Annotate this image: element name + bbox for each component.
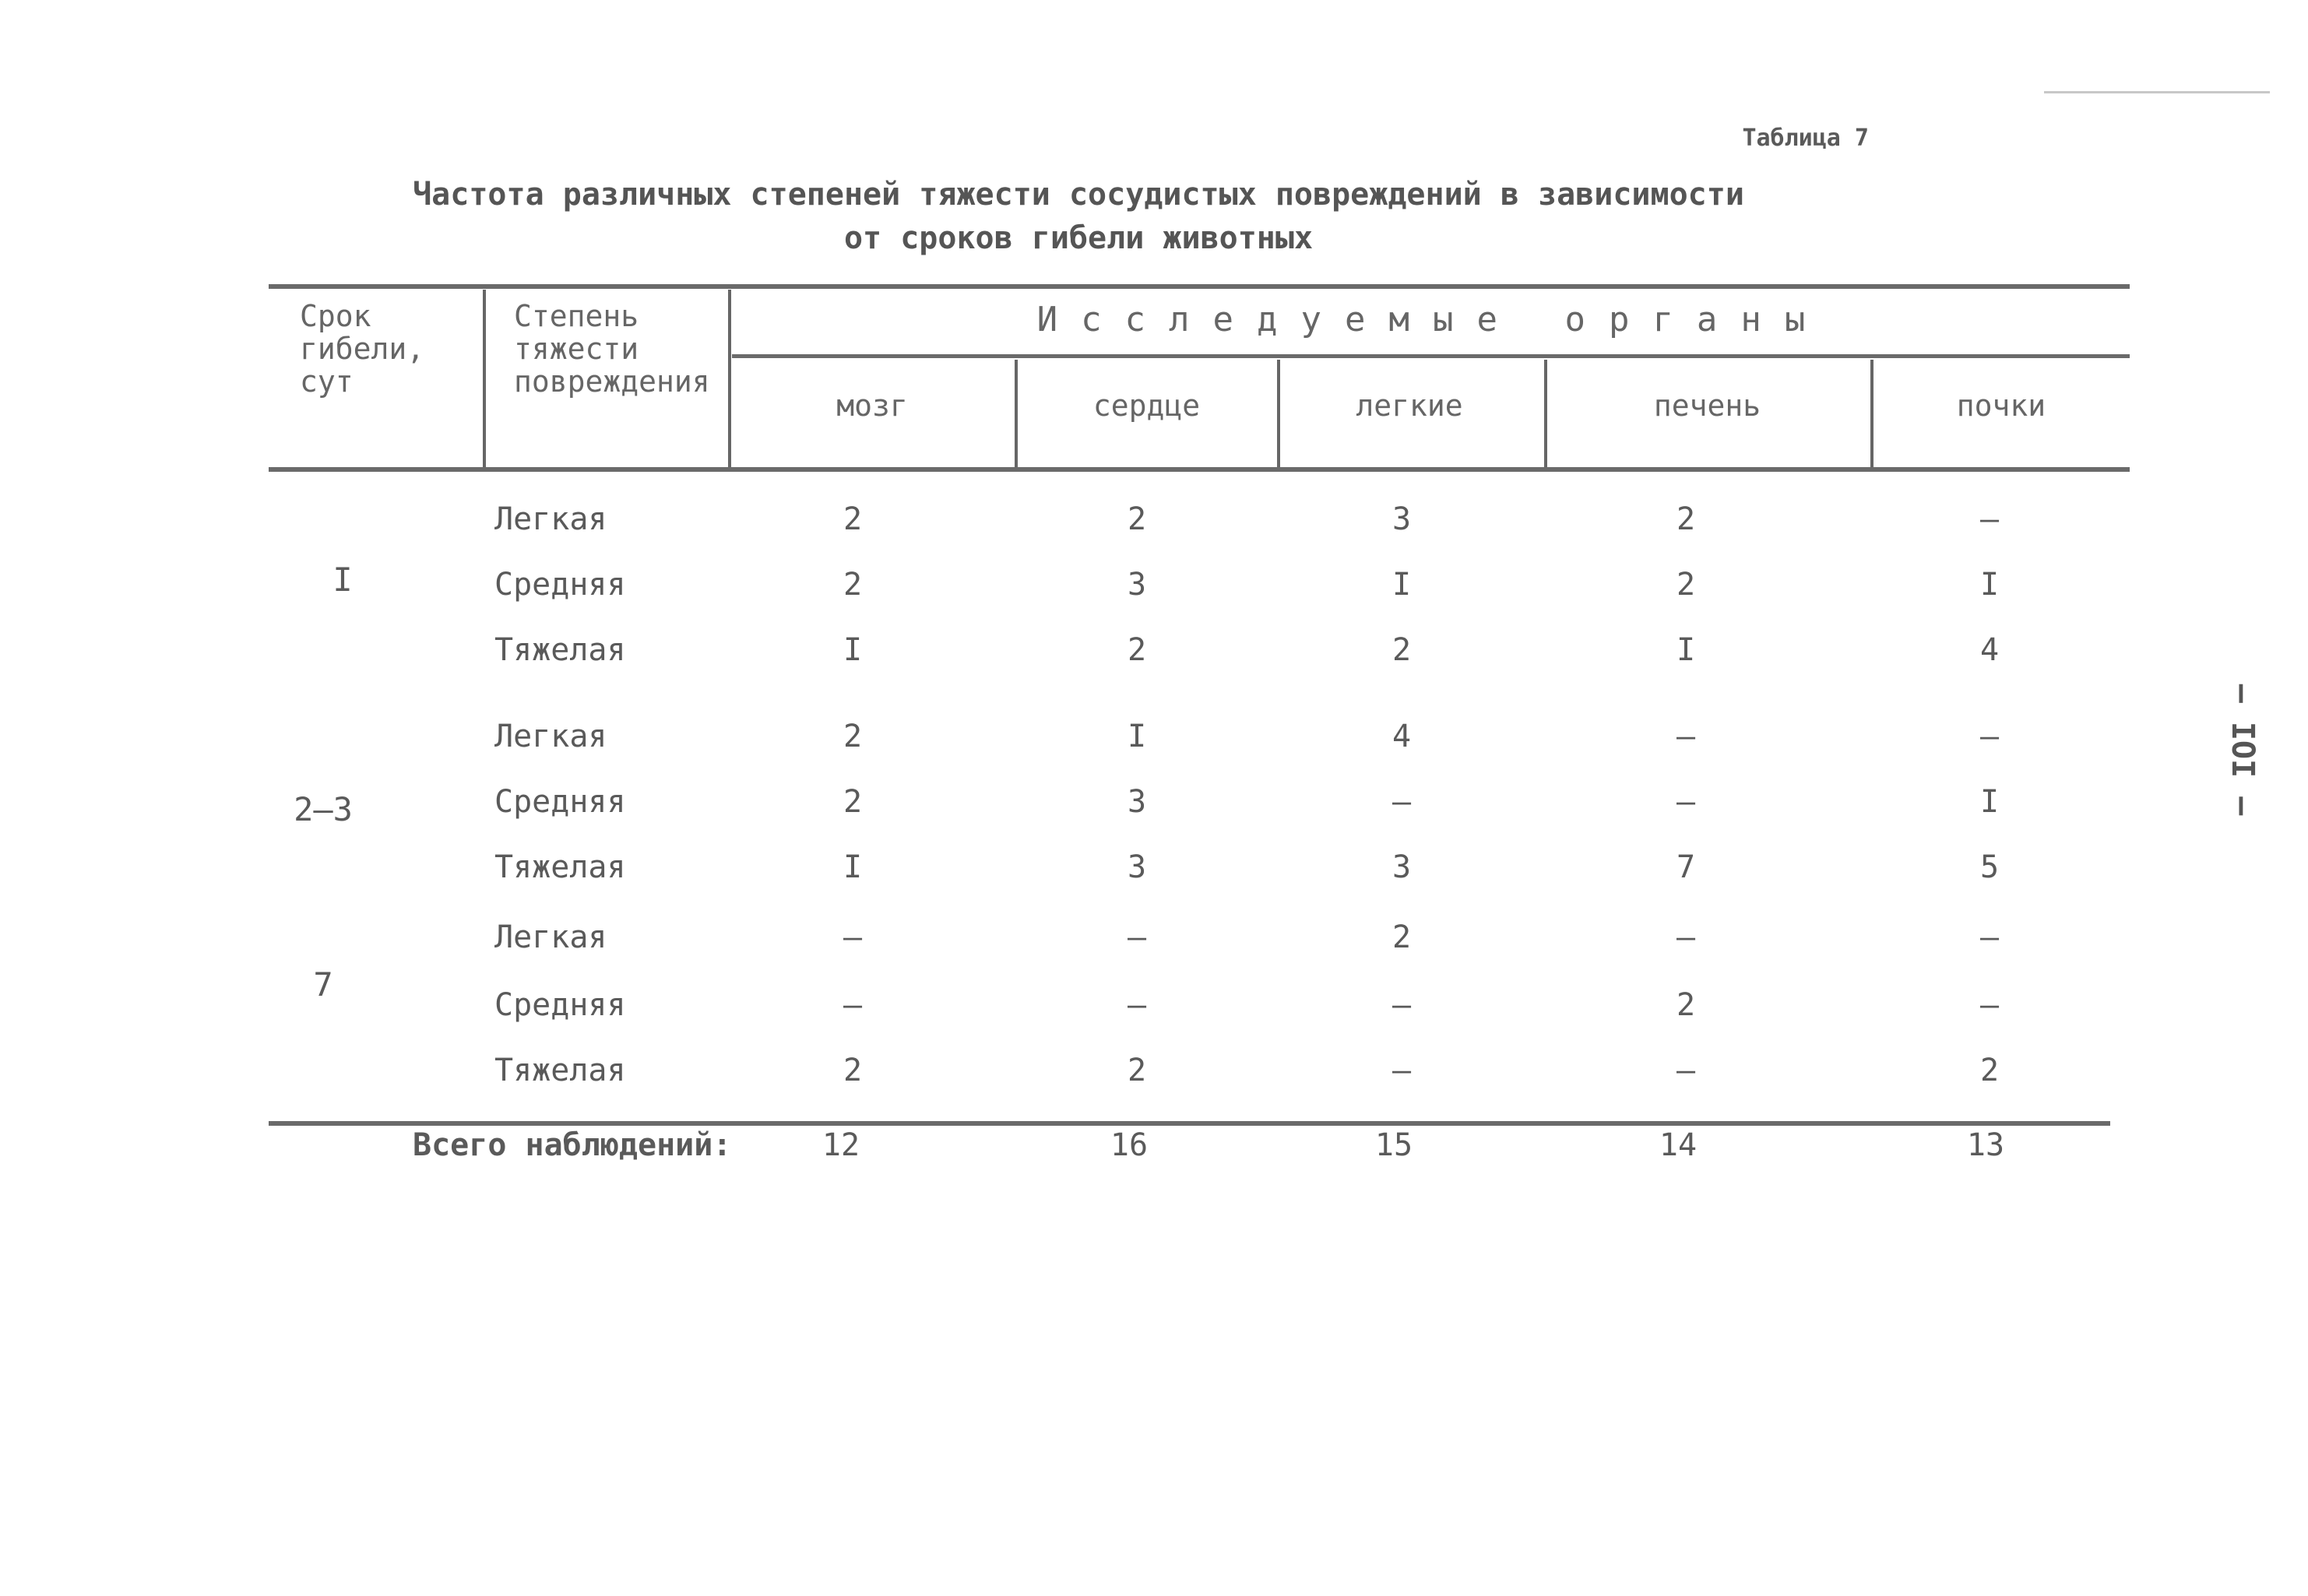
- header-organ-kidneys: почки: [1956, 388, 2046, 423]
- severity-cell: Легкая: [494, 719, 607, 754]
- header-organ-liver: печень: [1653, 388, 1761, 423]
- value-cell: 2: [1127, 1053, 1147, 1088]
- value-cell: –: [1676, 784, 1696, 820]
- value-cell: 2: [843, 719, 863, 754]
- organs-subheader-rule: [732, 354, 2130, 358]
- value-cell: I: [1979, 567, 2000, 603]
- header-organ-heart: сердце: [1092, 388, 1201, 423]
- value-cell: 4: [1391, 719, 1412, 754]
- value-cell: I: [1391, 567, 1412, 603]
- header-separator-2: [728, 290, 731, 467]
- title-line-1: Частота различных степеней тяжести сосудистых повреждений в зависимости: [413, 177, 1744, 213]
- period-group-1: I: [332, 561, 353, 599]
- value-cell: –: [1979, 919, 2000, 955]
- value-cell: 2: [843, 567, 863, 603]
- value-cell: 2: [843, 501, 863, 537]
- scan-artifact-line: [2044, 91, 2270, 93]
- value-cell: 2: [843, 1053, 863, 1088]
- value-cell: 2: [843, 784, 863, 820]
- value-cell: 2: [1676, 987, 1696, 1023]
- table-title: [234, 173, 1923, 260]
- value-cell: –: [1979, 501, 2000, 537]
- header-organ-lungs: легкие: [1356, 388, 1463, 423]
- totals-label: Всего наблюдений:: [413, 1127, 732, 1163]
- value-cell: –: [1127, 919, 1147, 955]
- page-number: – IOI –: [2225, 684, 2261, 816]
- organ-separator-4: [1870, 360, 1873, 467]
- organ-separator-1: [1015, 360, 1018, 467]
- header-period: Срок гибели, сут: [300, 299, 425, 399]
- organ-separator-3: [1544, 360, 1547, 467]
- severity-cell: Средняя: [494, 567, 626, 603]
- value-cell: –: [1391, 784, 1412, 820]
- organ-separator-2: [1277, 360, 1280, 467]
- value-cell: 3: [1391, 501, 1412, 537]
- value-cell: –: [843, 919, 863, 955]
- total-value: 14: [1659, 1127, 1698, 1163]
- value-cell: I: [1979, 784, 2000, 820]
- value-cell: 5: [1979, 849, 2000, 885]
- table-number: Таблица 7: [1742, 125, 1869, 152]
- value-cell: 2: [1979, 1053, 2000, 1088]
- value-cell: –: [1979, 987, 2000, 1023]
- header-bottom-rule: [269, 467, 2130, 472]
- value-cell: 7: [1676, 849, 1696, 885]
- value-cell: –: [1391, 1053, 1412, 1088]
- total-value: 13: [1966, 1127, 2005, 1163]
- total-value: 16: [1110, 1127, 1149, 1163]
- severity-cell: Легкая: [494, 919, 607, 955]
- value-cell: –: [843, 987, 863, 1023]
- value-cell: 2: [1127, 632, 1147, 668]
- period-group-3: 7: [313, 965, 333, 1004]
- value-cell: –: [1391, 987, 1412, 1023]
- value-cell: –: [1979, 719, 2000, 754]
- value-cell: –: [1676, 919, 1696, 955]
- header-separator-1: [483, 290, 486, 467]
- table-top-rule: [269, 284, 2130, 289]
- value-cell: –: [1676, 1053, 1696, 1088]
- header-severity: Степень тяжести повреждения: [514, 299, 710, 399]
- value-cell: I: [1127, 719, 1147, 754]
- value-cell: 2: [1391, 919, 1412, 955]
- total-value: 12: [822, 1127, 860, 1163]
- value-cell: 4: [1979, 632, 2000, 668]
- totals-rule: [269, 1121, 2110, 1126]
- value-cell: 3: [1127, 567, 1147, 603]
- severity-cell: Тяжелая: [494, 632, 626, 668]
- severity-cell: Средняя: [494, 987, 626, 1023]
- title-line-2: от сроков гибели животных: [843, 220, 1314, 256]
- header-organs: Исследуемые органы: [1036, 300, 1829, 339]
- severity-cell: Тяжелая: [494, 849, 626, 885]
- header-organ-brain: мозг: [836, 388, 908, 423]
- value-cell: –: [1676, 719, 1696, 754]
- severity-cell: Тяжелая: [494, 1053, 626, 1088]
- severity-cell: Легкая: [494, 501, 607, 537]
- value-cell: I: [843, 849, 863, 885]
- value-cell: 2: [1676, 567, 1696, 603]
- value-cell: 3: [1127, 784, 1147, 820]
- severity-cell: Средняя: [494, 784, 626, 820]
- period-group-2: 2–3: [294, 790, 353, 828]
- value-cell: I: [1676, 632, 1696, 668]
- value-cell: 3: [1391, 849, 1412, 885]
- total-value: 15: [1374, 1127, 1413, 1163]
- value-cell: I: [843, 632, 863, 668]
- value-cell: –: [1127, 987, 1147, 1023]
- value-cell: 2: [1676, 501, 1696, 537]
- value-cell: 2: [1127, 501, 1147, 537]
- value-cell: 2: [1391, 632, 1412, 668]
- value-cell: 3: [1127, 849, 1147, 885]
